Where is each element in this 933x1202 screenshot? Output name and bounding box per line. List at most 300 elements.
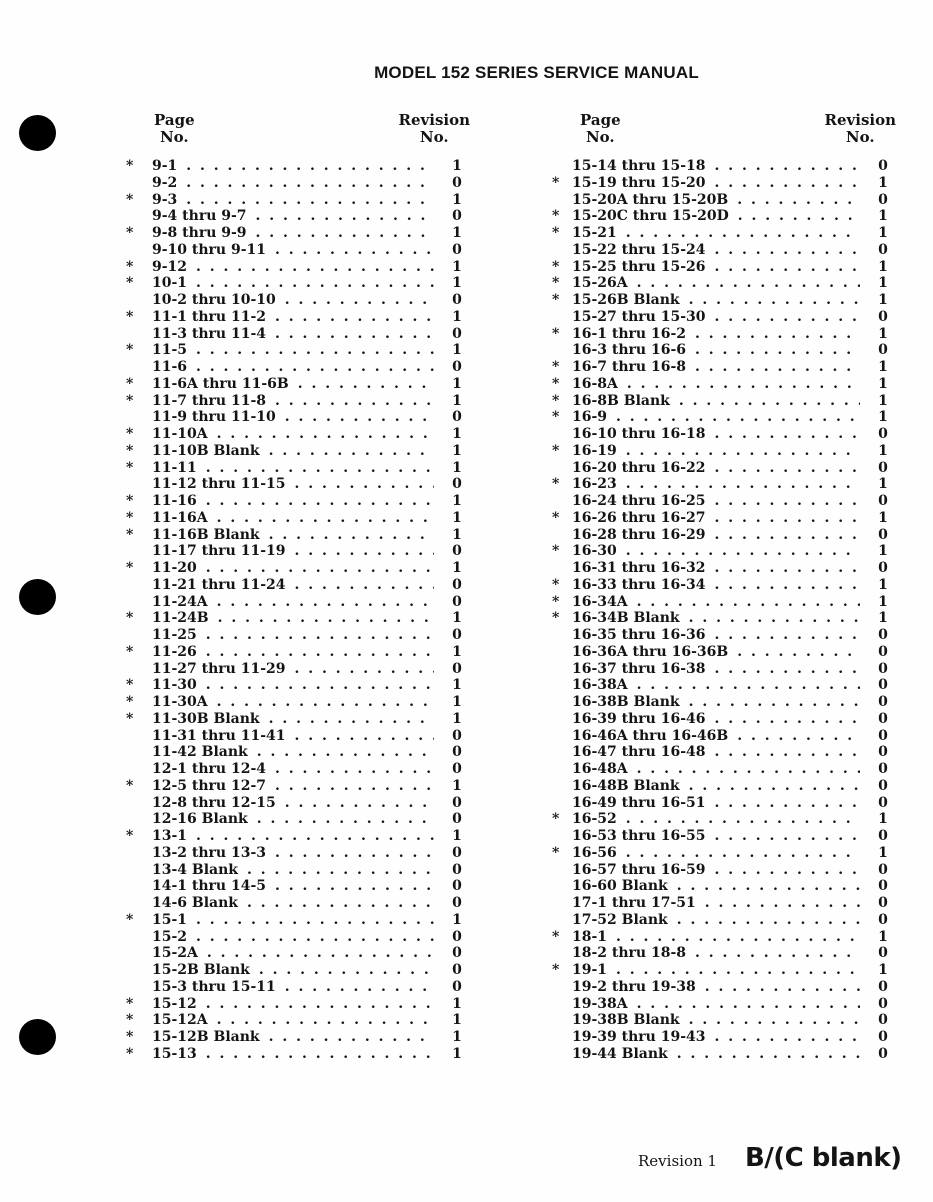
page-range-label: 13-4 Blank bbox=[152, 861, 239, 878]
revision-number: 0 bbox=[452, 928, 462, 945]
page-revision-row bbox=[126, 493, 474, 510]
dot-leader bbox=[737, 644, 860, 660]
page-range-label: 15-2A bbox=[152, 945, 198, 962]
page-revision-row bbox=[552, 326, 900, 343]
page-range-label: 11-24A bbox=[152, 593, 208, 610]
page-range-label: 16-34B Blank bbox=[572, 610, 680, 627]
dot-leader bbox=[206, 560, 434, 576]
dot-leader bbox=[679, 393, 860, 409]
revision-number: 0 bbox=[878, 660, 888, 677]
page-range-label: 16-36A thru 16-36B bbox=[572, 643, 729, 660]
page-range-label: 9-8 thru 9-9 bbox=[152, 225, 247, 241]
page-revision-row bbox=[552, 510, 900, 527]
revised-asterisk: * bbox=[126, 995, 134, 1012]
page-range-label: 11-1 thru 11-2 bbox=[152, 308, 267, 325]
dot-leader bbox=[689, 778, 860, 794]
page-revision-row bbox=[552, 878, 900, 895]
page-range-label: 16-3 thru 16-6 bbox=[572, 342, 687, 359]
dot-leader bbox=[626, 845, 860, 861]
revision-number: 1 bbox=[878, 292, 888, 308]
hole-punch-mark bbox=[19, 115, 56, 151]
dot-leader bbox=[715, 661, 861, 677]
dot-leader bbox=[207, 945, 434, 961]
page-revision-row bbox=[552, 912, 900, 929]
dot-leader bbox=[275, 778, 434, 794]
page-revision-row bbox=[126, 828, 474, 845]
revision-number: 1 bbox=[878, 928, 888, 945]
revised-asterisk: * bbox=[126, 375, 134, 392]
dot-leader bbox=[217, 426, 434, 442]
revised-asterisk: * bbox=[126, 308, 134, 325]
dot-leader bbox=[715, 175, 861, 191]
dot-leader bbox=[715, 744, 861, 760]
page-revision-row bbox=[552, 259, 900, 276]
page-revision-row bbox=[552, 476, 900, 493]
revised-asterisk: * bbox=[552, 325, 560, 342]
revision-number: 1 bbox=[878, 576, 888, 593]
revision-number: 1 bbox=[878, 509, 888, 526]
page-range-label: 11-31 thru 11-41 bbox=[152, 727, 286, 744]
page-revision-row bbox=[126, 627, 474, 644]
page-range-label: 15-1 bbox=[152, 911, 188, 928]
page-range-label: 14-6 Blank bbox=[152, 895, 239, 911]
page-revision-row bbox=[552, 393, 900, 410]
page-range-label: 16-10 thru 16-18 bbox=[572, 426, 706, 442]
dot-leader bbox=[285, 979, 434, 995]
page-revision-row bbox=[552, 677, 900, 694]
page-range-label: 16-33 thru 16-34 bbox=[572, 576, 706, 593]
page-range-label: 11-25 bbox=[152, 627, 197, 643]
revision-number: 1 bbox=[452, 777, 462, 794]
page-revision-row bbox=[126, 979, 474, 996]
dot-leader bbox=[295, 543, 435, 559]
dot-leader bbox=[715, 627, 861, 643]
revision-number: 0 bbox=[878, 158, 888, 174]
revision-number: 0 bbox=[452, 476, 462, 493]
revision-number: 1 bbox=[452, 710, 462, 727]
page-range-label: 9-2 bbox=[152, 174, 178, 191]
dot-leader bbox=[715, 1029, 861, 1045]
revised-asterisk: * bbox=[126, 1045, 134, 1062]
revision-number: 1 bbox=[878, 543, 888, 560]
revised-asterisk: * bbox=[552, 208, 560, 225]
dot-leader bbox=[715, 493, 861, 509]
revised-asterisk: * bbox=[552, 442, 560, 459]
page-range-label: 11-10B Blank bbox=[152, 442, 260, 459]
page-range-label: 9-4 thru 9-7 bbox=[152, 208, 247, 225]
revision-number: 0 bbox=[878, 895, 888, 911]
page-revision-list bbox=[552, 158, 900, 1063]
page-revision-row bbox=[126, 594, 474, 611]
page-range-label: 18-2 thru 18-8 bbox=[572, 945, 687, 962]
revision-number: 1 bbox=[878, 325, 888, 342]
dot-leader bbox=[626, 225, 860, 241]
dot-leader bbox=[247, 895, 434, 911]
revision-number: 0 bbox=[452, 744, 462, 761]
page-revision-row bbox=[552, 175, 900, 192]
revised-asterisk: * bbox=[552, 509, 560, 526]
dot-leader bbox=[269, 711, 434, 727]
page-revision-row bbox=[126, 778, 474, 795]
revision-number: 1 bbox=[878, 375, 888, 392]
page-range-label: 15-19 thru 15-20 bbox=[572, 174, 706, 191]
dot-leader bbox=[715, 460, 861, 476]
page-revision-row bbox=[552, 811, 900, 828]
page-revision-row bbox=[552, 929, 900, 946]
page-range-label: 11-30A bbox=[152, 694, 208, 710]
dot-leader bbox=[295, 728, 435, 744]
revision-number: 0 bbox=[878, 995, 888, 1012]
dot-leader bbox=[715, 242, 861, 258]
revised-asterisk: * bbox=[126, 459, 134, 476]
page-range-label: 16-26 thru 16-27 bbox=[572, 509, 706, 526]
dot-leader bbox=[715, 158, 861, 174]
dot-leader bbox=[257, 744, 434, 760]
page-revision-row bbox=[126, 996, 474, 1013]
page-range-label: 11-30 bbox=[152, 677, 197, 694]
dot-leader bbox=[298, 376, 434, 392]
revision-number: 1 bbox=[452, 1012, 462, 1029]
revision-number: 0 bbox=[878, 878, 888, 895]
revision-number: 1 bbox=[452, 275, 462, 292]
page-revision-row bbox=[126, 326, 474, 343]
revision-number: 0 bbox=[878, 459, 888, 476]
page-revision-row bbox=[126, 292, 474, 309]
page-revision-row bbox=[126, 878, 474, 895]
dot-leader bbox=[196, 275, 434, 291]
page-range-label: 12-5 thru 12-7 bbox=[152, 777, 267, 794]
page-revision-row bbox=[552, 460, 900, 477]
dot-leader bbox=[695, 326, 860, 342]
dot-leader bbox=[715, 577, 861, 593]
page-revision-row bbox=[552, 426, 900, 443]
revised-asterisk: * bbox=[126, 191, 134, 208]
page-revision-row bbox=[552, 761, 900, 778]
page-range-label: 15-21 bbox=[572, 225, 617, 241]
hole-punch-mark bbox=[19, 1019, 56, 1055]
dot-leader bbox=[715, 510, 861, 526]
dot-leader bbox=[269, 443, 434, 459]
page-revision-row bbox=[126, 1012, 474, 1029]
page-revision-row bbox=[126, 1029, 474, 1046]
page-revision-row bbox=[126, 460, 474, 477]
page-revision-row bbox=[126, 342, 474, 359]
revision-number: 0 bbox=[878, 1045, 888, 1062]
revision-number: 1 bbox=[452, 392, 462, 409]
revision-number: 1 bbox=[452, 191, 462, 208]
revision-number: 1 bbox=[878, 476, 888, 493]
revision-number: 1 bbox=[452, 509, 462, 526]
page-range-label: 9-12 bbox=[152, 258, 188, 275]
page-revision-row bbox=[552, 1029, 900, 1046]
revision-number: 1 bbox=[452, 493, 462, 509]
dot-leader bbox=[206, 677, 434, 693]
revision-number: 1 bbox=[452, 426, 462, 442]
page-revision-row bbox=[126, 259, 474, 276]
revision-number: 1 bbox=[452, 828, 462, 844]
page-revision-row bbox=[552, 728, 900, 745]
page-revision-row bbox=[126, 644, 474, 661]
page-range-label: 19-1 bbox=[572, 962, 608, 978]
page-revision-row bbox=[552, 309, 900, 326]
dot-leader bbox=[206, 1046, 434, 1062]
revision-number: 0 bbox=[878, 677, 888, 694]
page-range-label: 10-1 bbox=[152, 275, 188, 292]
page-range-label: 19-38A bbox=[572, 995, 628, 1012]
page-revision-row bbox=[126, 962, 474, 979]
page-range-label: 15-12B Blank bbox=[152, 1029, 260, 1045]
revision-number: 0 bbox=[878, 493, 888, 509]
effective-pages-column-right bbox=[552, 112, 900, 1063]
dot-leader bbox=[275, 761, 434, 777]
page-revision-row bbox=[552, 661, 900, 678]
page-footer bbox=[638, 1143, 902, 1173]
dot-leader bbox=[275, 309, 434, 325]
page-range-label: 16-38B Blank bbox=[572, 694, 680, 710]
revision-number: 1 bbox=[878, 359, 888, 375]
page-range-label: 11-16B Blank bbox=[152, 526, 260, 543]
page-range-label: 11-17 thru 11-19 bbox=[152, 543, 286, 560]
page-range-label: 16-38A bbox=[572, 677, 628, 694]
dot-leader bbox=[196, 929, 434, 945]
page-revision-row bbox=[552, 158, 900, 175]
column-header bbox=[552, 112, 900, 146]
dot-leader bbox=[285, 795, 434, 811]
revision-number: 0 bbox=[452, 844, 462, 861]
page-range-label: 11-10A bbox=[152, 426, 208, 442]
revised-asterisk: * bbox=[126, 392, 134, 409]
page-range-label: 15-20A thru 15-20B bbox=[572, 191, 729, 208]
dot-leader bbox=[626, 543, 860, 559]
revision-number: 1 bbox=[452, 610, 462, 627]
dot-leader bbox=[275, 845, 434, 861]
page-range-label: 11-30B Blank bbox=[152, 710, 260, 727]
page-revision-row bbox=[126, 661, 474, 678]
page-range-label: 16-23 bbox=[572, 476, 617, 493]
dot-leader bbox=[257, 811, 434, 827]
page-range-label: 11-6 bbox=[152, 359, 188, 375]
page-range-label: 11-26 bbox=[152, 643, 197, 660]
page-revision-row bbox=[552, 979, 900, 996]
revised-asterisk: * bbox=[552, 576, 560, 593]
page-revision-row bbox=[552, 895, 900, 912]
revision-number: 1 bbox=[878, 174, 888, 191]
revision-number: 0 bbox=[452, 543, 462, 560]
page-range-label: 19-38B Blank bbox=[572, 1012, 680, 1029]
dot-leader bbox=[715, 560, 861, 576]
page-revision-row bbox=[126, 527, 474, 544]
dot-leader bbox=[247, 862, 434, 878]
page-revision-row bbox=[552, 208, 900, 225]
page-range-label: 11-20 bbox=[152, 560, 197, 576]
page-revision-row bbox=[126, 711, 474, 728]
revision-number: 0 bbox=[452, 576, 462, 593]
dot-leader bbox=[218, 610, 434, 626]
revision-number: 1 bbox=[452, 308, 462, 325]
page-range-label: 16-57 thru 16-59 bbox=[572, 861, 706, 878]
dot-leader bbox=[715, 862, 861, 878]
page-revision-row bbox=[126, 560, 474, 577]
dot-leader bbox=[256, 225, 434, 241]
page-revision-row bbox=[552, 795, 900, 812]
page-revision-row bbox=[552, 359, 900, 376]
page-range-label: 11-16 bbox=[152, 493, 197, 509]
dot-leader bbox=[677, 1046, 860, 1062]
page-range-label: 15-25 thru 15-26 bbox=[572, 258, 706, 275]
page-range-label: 15-2B Blank bbox=[152, 962, 250, 978]
dot-leader bbox=[715, 259, 861, 275]
revision-number: 0 bbox=[452, 895, 462, 911]
page-revision-row bbox=[552, 711, 900, 728]
revised-asterisk: * bbox=[552, 593, 560, 610]
page-range-label: 16-56 bbox=[572, 844, 617, 861]
dot-leader bbox=[259, 962, 434, 978]
revision-number: 0 bbox=[452, 962, 462, 978]
page-range-label: 14-1 thru 14-5 bbox=[152, 878, 267, 895]
page-revision-row bbox=[126, 476, 474, 493]
revised-asterisk: * bbox=[126, 258, 134, 275]
page-range-label: 15-12A bbox=[152, 1012, 208, 1029]
revised-asterisk: * bbox=[126, 643, 134, 660]
page-revision-row bbox=[126, 945, 474, 962]
page-range-label: 16-28 thru 16-29 bbox=[572, 526, 706, 543]
page-range-label: 19-39 thru 19-43 bbox=[572, 1029, 706, 1045]
dot-leader bbox=[689, 610, 860, 626]
revised-asterisk: * bbox=[552, 292, 560, 308]
page-range-label: 16-30 bbox=[572, 543, 617, 560]
dot-leader bbox=[196, 342, 434, 358]
revised-asterisk: * bbox=[126, 710, 134, 727]
revision-number: 1 bbox=[878, 610, 888, 627]
revision-number: 0 bbox=[878, 828, 888, 844]
dot-leader bbox=[737, 192, 860, 208]
page-range-label: 9-3 bbox=[152, 191, 178, 208]
revision-number: 1 bbox=[878, 258, 888, 275]
column-header bbox=[126, 112, 474, 146]
revision-number: 0 bbox=[452, 208, 462, 225]
revision-number: 0 bbox=[878, 627, 888, 643]
page-range-label: 19-2 thru 19-38 bbox=[572, 978, 696, 995]
page-revision-row bbox=[552, 527, 900, 544]
revised-asterisk: * bbox=[126, 610, 134, 627]
dot-leader bbox=[637, 761, 860, 777]
revision-number: 0 bbox=[452, 174, 462, 191]
page-revision-row bbox=[126, 744, 474, 761]
page-range-label: 19-44 Blank bbox=[572, 1045, 668, 1062]
page-range-label: 11-42 Blank bbox=[152, 744, 248, 761]
page-revision-row bbox=[552, 594, 900, 611]
page-revision-row bbox=[552, 493, 900, 510]
page-revision-row bbox=[552, 409, 900, 426]
page-range-label: 16-53 thru 16-55 bbox=[572, 828, 706, 844]
dot-leader bbox=[689, 292, 860, 308]
dot-leader bbox=[715, 711, 861, 727]
page-revision-row bbox=[552, 627, 900, 644]
revision-number: 1 bbox=[878, 962, 888, 978]
revised-asterisk: * bbox=[126, 911, 134, 928]
page-revision-row bbox=[552, 192, 900, 209]
page-revision-row bbox=[126, 510, 474, 527]
page-range-label: 16-46A thru 16-46B bbox=[572, 727, 729, 744]
revision-number: 0 bbox=[878, 1012, 888, 1029]
dot-leader bbox=[626, 443, 860, 459]
dot-leader bbox=[186, 158, 434, 174]
page-revision-row bbox=[552, 376, 900, 393]
dot-leader bbox=[206, 644, 434, 660]
page-revision-row bbox=[552, 945, 900, 962]
revision-number: 1 bbox=[878, 392, 888, 409]
revision-number: 1 bbox=[452, 342, 462, 359]
revision-number: 1 bbox=[878, 442, 888, 459]
revised-asterisk: * bbox=[552, 543, 560, 560]
revised-asterisk: * bbox=[552, 174, 560, 191]
page-revision-row bbox=[126, 795, 474, 812]
dot-leader bbox=[206, 996, 434, 1012]
dot-leader bbox=[217, 694, 434, 710]
page-revision-row bbox=[552, 694, 900, 711]
dot-leader bbox=[275, 393, 434, 409]
revision-number: 0 bbox=[878, 794, 888, 811]
page-range-label: 15-20C thru 15-20D bbox=[572, 208, 729, 225]
dot-leader bbox=[256, 208, 434, 224]
revision-number: 0 bbox=[452, 861, 462, 878]
page-revision-row bbox=[126, 242, 474, 259]
dot-leader bbox=[695, 945, 860, 961]
revision-number: 1 bbox=[452, 375, 462, 392]
revision-number: 0 bbox=[878, 978, 888, 995]
revised-asterisk: * bbox=[552, 811, 560, 828]
page-revision-row bbox=[126, 175, 474, 192]
page-range-label: 11-11 bbox=[152, 459, 197, 476]
page-revision-row bbox=[552, 543, 900, 560]
footer-revision-label: Revision 1 bbox=[638, 1152, 717, 1170]
dot-leader bbox=[715, 426, 861, 442]
page-revision-row bbox=[126, 577, 474, 594]
page-range-label: 11-3 thru 11-4 bbox=[152, 325, 267, 342]
revision-number: 0 bbox=[878, 191, 888, 208]
revision-number: 1 bbox=[452, 258, 462, 275]
revision-number: 0 bbox=[452, 325, 462, 342]
page-revision-row bbox=[552, 560, 900, 577]
dot-leader bbox=[196, 912, 434, 928]
dot-leader bbox=[705, 979, 860, 995]
dot-leader bbox=[715, 309, 861, 325]
revision-number: 0 bbox=[878, 560, 888, 576]
page-no-header: Page No. bbox=[580, 111, 621, 146]
dot-leader bbox=[269, 527, 434, 543]
page-range-label: 12-1 thru 12-4 bbox=[152, 761, 267, 777]
revised-asterisk: * bbox=[126, 442, 134, 459]
dot-leader bbox=[627, 376, 860, 392]
page-revision-row bbox=[126, 359, 474, 376]
revision-number: 0 bbox=[452, 359, 462, 375]
revised-asterisk: * bbox=[126, 560, 134, 576]
page-revision-row bbox=[552, 862, 900, 879]
page-no-header: Page No. bbox=[154, 111, 195, 146]
dot-leader bbox=[285, 292, 434, 308]
revision-number: 0 bbox=[878, 911, 888, 928]
page-range-label: 15-2 bbox=[152, 928, 188, 945]
dot-leader bbox=[637, 996, 860, 1012]
revision-number: 1 bbox=[878, 593, 888, 610]
hole-punch-mark bbox=[19, 579, 56, 615]
dot-leader bbox=[637, 677, 860, 693]
page-range-label: 16-60 Blank bbox=[572, 878, 668, 895]
revision-number: 0 bbox=[878, 861, 888, 878]
dot-leader bbox=[705, 895, 860, 911]
revision-number: 0 bbox=[452, 241, 462, 258]
dot-leader bbox=[196, 259, 434, 275]
